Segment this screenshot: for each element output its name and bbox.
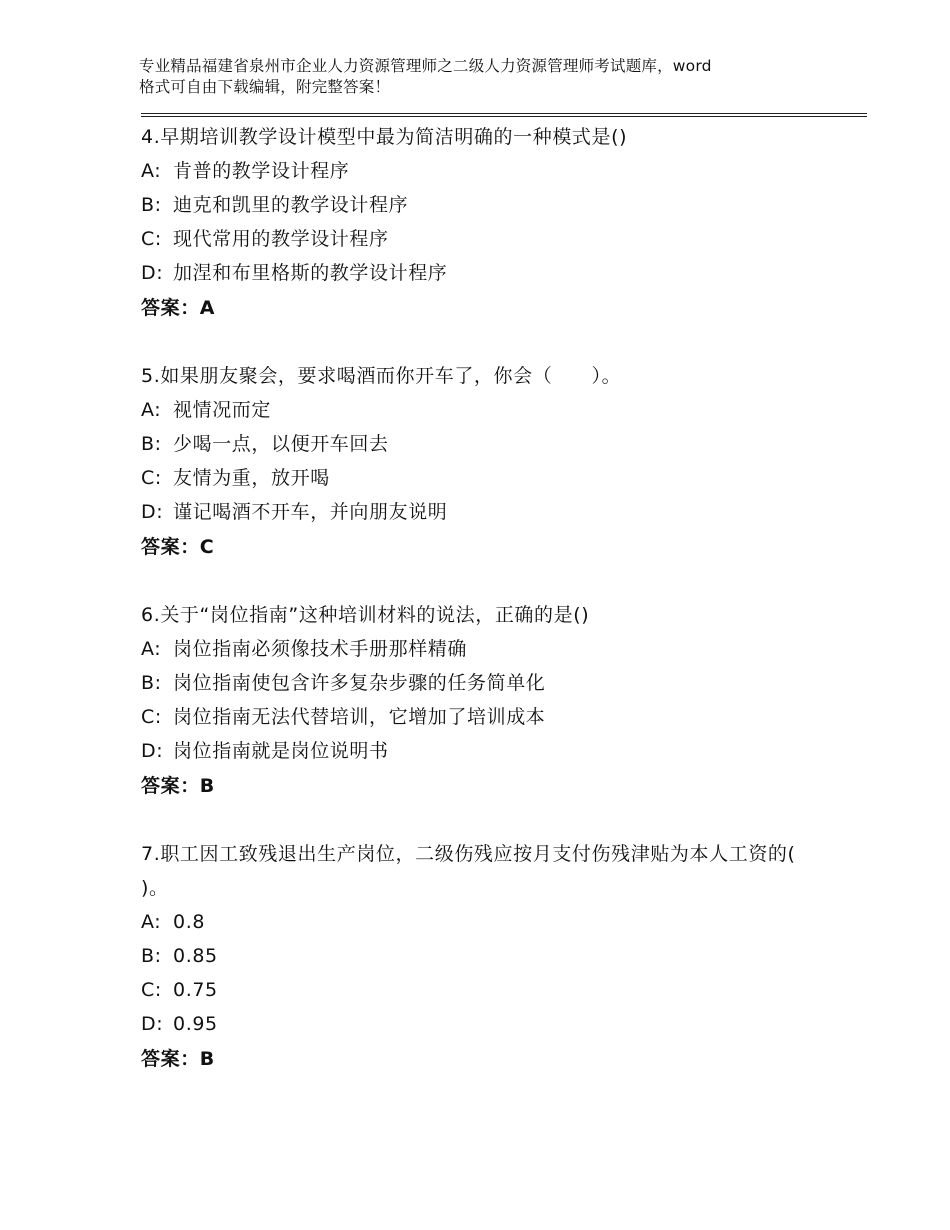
option-text: 0.75 [173, 979, 218, 1001]
option-b [141, 188, 867, 222]
option-c [141, 461, 867, 495]
document-page [141, 56, 867, 1077]
option-a [141, 393, 867, 427]
option-letter: B: [141, 194, 162, 216]
option-letter: C: [141, 228, 162, 250]
answer-line: 答案：C [141, 536, 215, 558]
header-divider [141, 113, 867, 114]
option-d [141, 495, 867, 529]
option-a [141, 632, 867, 666]
option-letter: A: [141, 160, 162, 182]
option-letter: B: [141, 433, 162, 455]
option-text: 友情为重，放开喝 [173, 467, 330, 489]
option-letter: B: [141, 945, 162, 967]
answer-line: 答案：B [141, 1048, 215, 1070]
option-text: 视情况而定 [173, 399, 272, 421]
option-b [141, 666, 867, 700]
option-text: 迪克和凯里的教学设计程序 [173, 194, 409, 216]
option-d [141, 1007, 867, 1041]
option-letter: D: [141, 262, 164, 284]
option-letter: A: [141, 911, 162, 933]
option-letter: D: [141, 740, 164, 762]
option-d [141, 734, 867, 768]
answer-line: 答案：B [141, 775, 215, 797]
question-6 [141, 598, 867, 804]
option-letter: D: [141, 1013, 164, 1035]
option-text: 岗位指南必须像技术手册那样精确 [173, 638, 468, 660]
option-letter: A: [141, 638, 162, 660]
question-4 [141, 120, 867, 326]
option-letter: A: [141, 399, 162, 421]
option-text: 0.8 [173, 911, 206, 933]
header-line-1: 专业精品福建省泉州市企业人力资源管理师之二级人力资源管理师考试题库，word [139, 57, 712, 75]
option-b [141, 427, 867, 461]
option-b [141, 939, 867, 973]
option-text: 0.95 [173, 1013, 218, 1035]
option-text: 岗位指南无法代替培训，它增加了培训成本 [173, 706, 546, 728]
option-text: 肯普的教学设计程序 [173, 160, 350, 182]
option-letter: C: [141, 467, 162, 489]
question-5 [141, 359, 867, 565]
option-c [141, 222, 867, 256]
option-text: 谨记喝酒不开车，并向朋友说明 [173, 501, 448, 523]
option-d [141, 256, 867, 290]
option-text: 现代常用的教学设计程序 [173, 228, 389, 250]
question-stem: 7.职工因工致残退出生产岗位，二级伤残应按月支付伤残津贴为本人工资的( )。 [141, 843, 796, 899]
option-text: 0.85 [173, 945, 218, 967]
option-text: 岗位指南就是岗位说明书 [173, 740, 389, 762]
option-letter: D: [141, 501, 164, 523]
header-line-2: 格式可自由下载编辑，附完整答案！ [139, 78, 391, 96]
option-letter: C: [141, 979, 162, 1001]
question-7 [141, 837, 867, 1077]
question-stem: 4.早期培训教学设计模型中最为简洁明确的一种模式是() [141, 126, 628, 148]
option-text: 岗位指南使包含许多复杂步骤的任务简单化 [173, 672, 546, 694]
question-stem: 6.关于“岗位指南”这种培训材料的说法，正确的是() [141, 604, 590, 626]
option-a [141, 154, 867, 188]
option-letter: C: [141, 706, 162, 728]
option-text: 少喝一点，以便开车回去 [173, 433, 389, 455]
document-header [139, 56, 867, 98]
option-letter: B: [141, 672, 162, 694]
question-stem: 5.如果朋友聚会，要求喝酒而你开车了，你会（ ）。 [141, 365, 622, 387]
option-c [141, 700, 867, 734]
answer-line: 答案：A [141, 297, 216, 319]
option-c [141, 973, 867, 1007]
option-text: 加涅和布里格斯的教学设计程序 [173, 262, 448, 284]
option-a [141, 905, 867, 939]
